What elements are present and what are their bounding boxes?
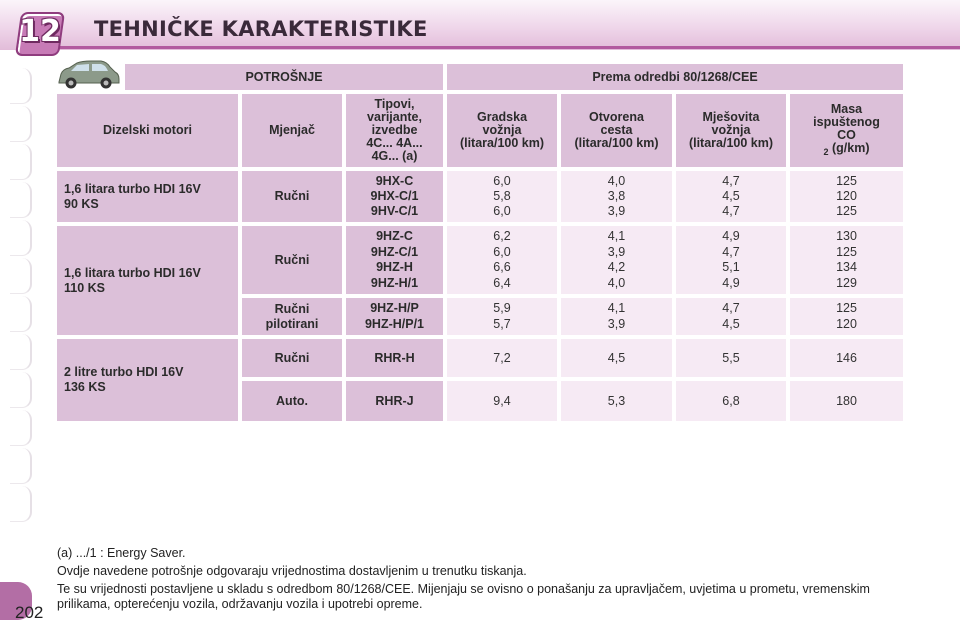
row-extra-urban-values: 4,5 (561, 339, 672, 377)
page-title: TEHNIČKE KARAKTERISTIKE (94, 17, 428, 41)
side-tab[interactable] (10, 296, 32, 332)
side-tabs (0, 68, 32, 568)
row-gearbox-label: Ručni (242, 171, 342, 222)
car-icon (55, 60, 121, 90)
row-urban-values: 6,0 5,8 6,0 (447, 171, 557, 222)
row-co2-values: 125 120 (790, 298, 903, 335)
row-urban-values: 6,2 6,0 6,6 6,4 (447, 226, 557, 294)
footnotes (57, 546, 907, 615)
side-tab[interactable] (10, 106, 32, 142)
side-tab[interactable] (10, 258, 32, 294)
col-header-co2: Masa ispuštenog CO $_2$ (g/km) (790, 94, 903, 167)
side-tab[interactable] (10, 68, 32, 104)
row-co2-values: 125 120 125 (790, 171, 903, 222)
row-gearbox-label: Ručni (242, 339, 342, 377)
row-extra-urban-values: 4,0 3,8 3,9 (561, 171, 672, 222)
row-engine-label: 2 litre turbo HDI 16V 136 KS (57, 339, 238, 421)
row-co2-values: 146 (790, 339, 903, 377)
col-header-gearbox: Mjenjač (242, 94, 342, 167)
footnote-consumption: Ovdje navedene potrošnje odgovaraju vrijednostima dostavljenim u trenutku tiskanja. (57, 564, 527, 578)
row-urban-values: 9,4 (447, 381, 557, 421)
row-extra-urban-values: 4,1 3,9 4,2 4,0 (561, 226, 672, 294)
row-types: 9HZ-C 9HZ-C/1 9HZ-H 9HZ-H/1 (346, 226, 443, 294)
row-urban-values: 7,2 (447, 339, 557, 377)
side-tab[interactable] (10, 334, 32, 370)
page-number: 202 (15, 603, 44, 622)
col-header-extra-urban: Otvorena cesta (litara/100 km) (561, 94, 672, 167)
row-gearbox-label: Auto. (242, 381, 342, 421)
row-extra-urban-values: 4,1 3,9 (561, 298, 672, 335)
table-header-regulation: Prema odredbi 80/1268/CEE (447, 64, 903, 90)
side-tab[interactable] (10, 182, 32, 218)
col-header-types: Tipovi, varijante, izvedbe 4C... 4A... 4G... (a) (346, 94, 443, 167)
row-combined-values: 5,5 (676, 339, 786, 377)
side-tab[interactable] (10, 486, 32, 522)
row-combined-values: 4,7 4,5 (676, 298, 786, 335)
row-gearbox-label: Ručni pilotirani (242, 298, 342, 335)
row-engine-label: 1,6 litara turbo HDI 16V 110 KS (57, 226, 238, 335)
side-tab[interactable] (10, 220, 32, 256)
row-types: RHR-J (346, 381, 443, 421)
side-tab[interactable] (10, 448, 32, 484)
row-co2-values: 130 125 134 129 (790, 226, 903, 294)
table-header-consumption: POTROŠNJE (125, 64, 443, 90)
col-header-engine: Dizelski motori (57, 94, 238, 167)
side-tab[interactable] (10, 372, 32, 408)
row-engine-label: 1,6 litara turbo HDI 16V 90 KS (57, 171, 238, 222)
row-combined-values: 4,9 4,7 5,1 4,9 (676, 226, 786, 294)
footnote-regulation: Te su vrijednosti postavljene u skladu s odredbom 80/1268/CEE. Mijenjaju se ovisno o ponašanju za upravljačem, uvjetima u prometu, vremenskim prilikama, opterećenju vozila, održavanju vozila i upotrebi opreme. (57, 582, 870, 611)
row-extra-urban-values: 5,3 (561, 381, 672, 421)
row-co2-values: 180 (790, 381, 903, 421)
chapter-number: 12 (19, 14, 61, 49)
row-gearbox-label: Ručni (242, 226, 342, 294)
row-combined-values: 6,8 (676, 381, 786, 421)
col-header-urban: Gradska vožnja (litara/100 km) (447, 94, 557, 167)
header-rule (58, 46, 960, 49)
row-urban-values: 5,9 5,7 (447, 298, 557, 335)
row-combined-values: 4,7 4,5 4,7 (676, 171, 786, 222)
col-header-combined: Mješovita vožnja (litara/100 km) (676, 94, 786, 167)
row-types: 9HZ-H/P 9HZ-H/P/1 (346, 298, 443, 335)
row-types: 9HX-C 9HX-C/1 9HV-C/1 (346, 171, 443, 222)
row-types: RHR-H (346, 339, 443, 377)
footnote-energy-saver: (a) .../1 : Energy Saver. (57, 546, 186, 560)
side-tab[interactable] (10, 144, 32, 180)
side-tab[interactable] (10, 410, 32, 446)
